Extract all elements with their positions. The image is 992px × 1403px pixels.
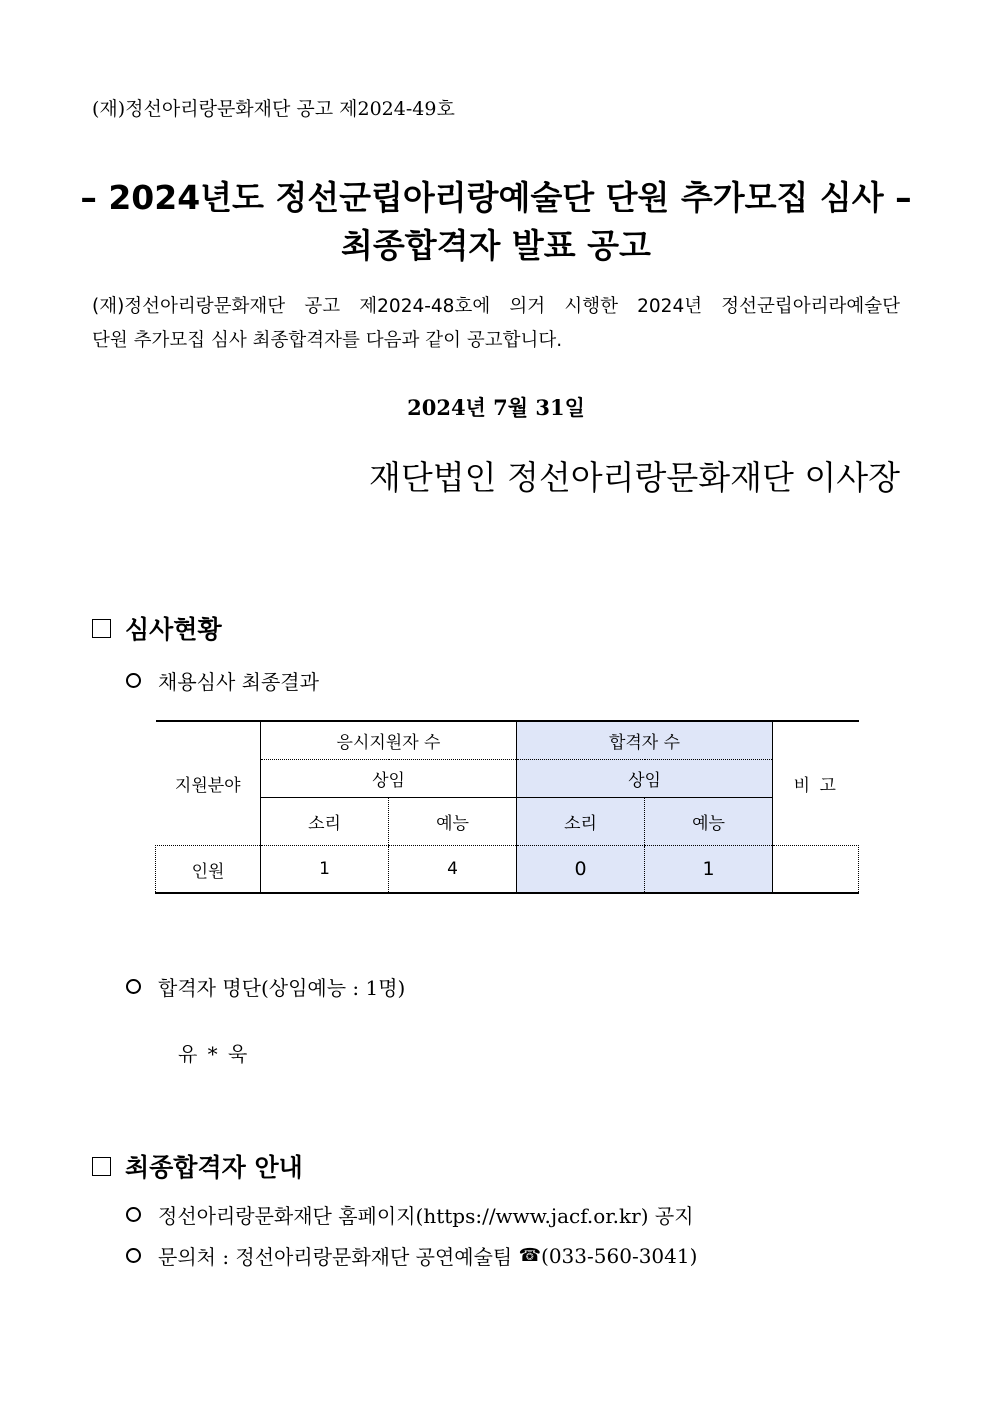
section-title: 최종합격자 안내 <box>125 1153 303 1182</box>
subheading-passer-list <box>126 972 405 1001</box>
page-subtitle: 최종합격자 발표 공고 <box>341 226 651 265</box>
issuer-name: 재단법인 정선아리랑문화재단 이사장 <box>368 458 900 497</box>
applicants-yeneung-value: 4 <box>389 846 517 894</box>
square-bullet-icon <box>92 1157 111 1176</box>
intro-text-line-1: (재)정선아리랑문화재단 공고 제2024-48호에 의거 시행한 2024년 정선군립아리라예술단 <box>92 296 900 317</box>
table-header-row <box>156 721 859 760</box>
intro-text-line-2: 단원 추가모집 심사 최종합격자를 다음과 같이 공고합니다. <box>92 330 563 351</box>
passers-header: 합격자 수 <box>517 721 773 760</box>
passer-name: 유 * 욱 <box>178 1042 250 1066</box>
remarks-header: 비 고 <box>773 721 859 846</box>
notice-date: 2024년 7월 31일 <box>407 395 585 420</box>
circle-bullet-icon <box>126 979 141 994</box>
remarks-value <box>773 846 859 894</box>
passer-list-title: 합격자 명단(상임예능 : 1명) <box>158 976 406 1000</box>
table-header-row <box>156 798 859 846</box>
circle-bullet-icon <box>126 1207 141 1222</box>
applicants-permanent-label: 상임 <box>261 760 517 798</box>
section-title: 심사현황 <box>125 615 222 644</box>
passers-permanent-label: 상임 <box>517 760 773 798</box>
contact-info <box>126 1241 697 1270</box>
homepage-notice <box>126 1200 694 1229</box>
applicants-sori-value: 1 <box>261 846 389 894</box>
section-heading-final-guide <box>92 1148 303 1184</box>
passers-yeneung-value: 1 <box>645 846 773 894</box>
section-heading-review-status <box>92 610 222 646</box>
homepage-notice-text: 정선아리랑문화재단 홈페이지(https://www.jacf.or.kr) 공지 <box>158 1204 694 1228</box>
field-header: 지원분야 <box>156 721 261 846</box>
square-bullet-icon <box>92 619 111 638</box>
passers-sori-header: 소리 <box>517 798 645 846</box>
table-header-row <box>156 760 859 798</box>
notice-number: (재)정선아리랑문화재단 공고 제2024-49호 <box>92 98 455 120</box>
subheading-text: 채용심사 최종결과 <box>158 670 319 694</box>
applicants-header: 응시지원자 수 <box>261 721 517 760</box>
phone-number: (033-560-3041) <box>541 1243 698 1268</box>
subheading-final-result <box>126 666 319 695</box>
page-title: – 2024년도 정선군립아리랑예술단 단원 추가모집 심사 – <box>80 178 912 217</box>
applicants-yeneung-header: 예능 <box>389 798 517 846</box>
phone-icon: ☎ <box>518 1245 542 1266</box>
table-row <box>156 846 859 894</box>
row-label: 인원 <box>156 846 261 894</box>
circle-bullet-icon <box>126 673 141 688</box>
contact-label: 문의처 : 정선아리랑문화재단 공연예술팀 <box>158 1245 519 1269</box>
passers-sori-value: 0 <box>517 846 645 894</box>
passers-yeneung-header: 예능 <box>645 798 773 846</box>
circle-bullet-icon <box>126 1248 141 1263</box>
result-table <box>155 720 859 894</box>
applicants-sori-header: 소리 <box>261 798 389 846</box>
